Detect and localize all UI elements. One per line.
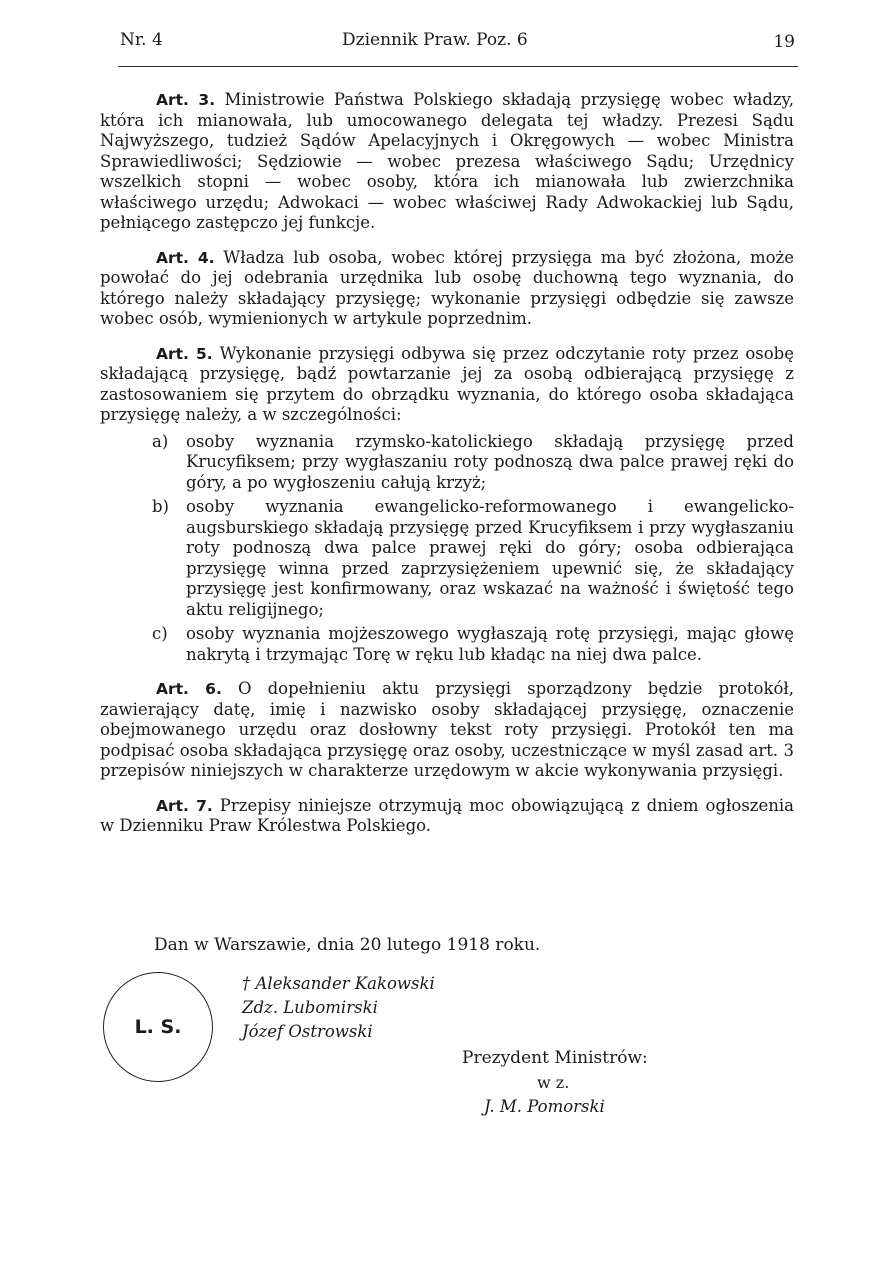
official-seal bbox=[103, 972, 213, 1082]
on-behalf-of: w z. bbox=[537, 1073, 570, 1092]
article-label: Art. 3. bbox=[156, 91, 216, 109]
list-item-text: osoby wyznania mojżeszowego wygłaszają rotę przysięgi, mając głowę nakrytą i trzymając Torę w ręku lub kładąc na niej dwa palce. bbox=[186, 624, 794, 664]
president-signatory: J. M. Pomorski bbox=[484, 1097, 605, 1116]
list-marker: a) bbox=[152, 431, 169, 451]
article-text: Ministrowie Państwa Polskiego składają przysięgę wobec władzy, która ich mianowała, lub umocowanego delegata tej władzy. Prezesi Sądu Najwyższego, tudzież Sądów Apelacyjnych i Okręgowych — wobec Ministra Sprawiedliwości; Sędziowie — wobec prezesa właściwego Sądu; Urzędnicy wszelkich stopni — wobec osoby, która ich mianowała lub zwierzchnika właściwego urzędu; Adwokaci — wobec właściwej Rady Adwokackiej lub Sądu, pełniącego zastępczo jej funkcje. bbox=[100, 90, 794, 232]
list-item bbox=[100, 624, 794, 665]
page-number: 19 bbox=[773, 32, 795, 52]
issue-number: Nr. 4 bbox=[120, 30, 163, 50]
page-header bbox=[120, 30, 795, 58]
journal-title: Dziennik Praw. Poz. 6 bbox=[342, 30, 528, 50]
document-body bbox=[100, 90, 794, 851]
article-5 bbox=[100, 344, 794, 426]
seal-text: L. S. bbox=[134, 1016, 182, 1038]
article-label: Art. 5. bbox=[156, 344, 213, 363]
header-divider bbox=[118, 66, 798, 67]
article-5-list bbox=[100, 432, 794, 666]
article-7 bbox=[100, 796, 794, 837]
article-text: Przepisy niniejsze otrzymują moc obowiązującą z dniem ogłoszenia w Dzienniku Praw Królestwa Polskiego. bbox=[100, 795, 794, 835]
president-title: Prezydent Ministrów: bbox=[462, 1048, 648, 1068]
list-item-text: osoby wyznania rzymsko-katolickiego składają przysięgę przed Krucyfiksem; przy wygłaszaniu roty podnoszą dwa palce prawej ręki do góry, a po wygłoszeniu całują krzyż; bbox=[186, 431, 794, 492]
signatory-name: Józef Ostrowski bbox=[242, 1022, 373, 1041]
article-text: Władza lub osoba, wobec której przysięga ma być złożona, może powołać do jej odebrania urzędnika lub osobę duchowną tego wyznania, do którego należy składający przysięgę; wykonanie przysięgi odbędzie się zawsze wobec osób, wymienionych w artykule poprzednim. bbox=[100, 247, 794, 328]
article-text: O dopełnieniu aktu przysięgi sporządzony będzie protokół, zawierający datę, imię i nazwisko osoby składającej przysięgę, oznaczenie obejmowanego urzędu oraz dosłowny tekst roty przysięgi. Protokół ten ma podpisać osoba składająca przysięgę oraz osoby, uczestniczące w myśl zasad art. 3 przepisów niniejszych w charakterze urzędowym w akcie wykonywania przysięgi. bbox=[100, 679, 794, 780]
dated-line: Dan w Warszawie, dnia 20 lutego 1918 roku. bbox=[154, 935, 541, 955]
list-marker: c) bbox=[152, 624, 168, 643]
signatories bbox=[242, 972, 435, 1044]
list-item bbox=[100, 432, 794, 494]
article-text: Wykonanie przysięgi odbywa się przez odczytanie roty przez osobę składającą przysięgę, bądź powtarzanie jej za osobą odbierającą przysięgę z zastosowaniem się przytem do obrządku wyznania, do którego osoba składająca przysięgę należy, a w szczególności: bbox=[100, 343, 794, 424]
list-item-text: osoby wyznania ewangelicko-reformowanego i ewangelicko-augsburskiego składają przysięgę przed Krucyfiksem i przy wygłaszaniu roty podnoszą dwa palce prawej ręki do góry; osoba odbierająca przysięgę winna przed zaprzysiężeniem upewnić się, że składający przysięgę jest konfirmowany, oraz wskazać na ważność i świętość tego aktu religijnego; bbox=[186, 497, 794, 619]
list-marker: b) bbox=[152, 497, 169, 516]
article-label: Art. 7. bbox=[156, 796, 213, 815]
article-label: Art. 6. bbox=[156, 680, 222, 698]
signatory-name: † Aleksander Kakowski bbox=[242, 974, 435, 993]
article-3 bbox=[100, 90, 794, 234]
article-label: Art. 4. bbox=[156, 248, 215, 267]
article-6 bbox=[100, 679, 794, 782]
article-4 bbox=[100, 248, 794, 330]
list-item bbox=[100, 497, 794, 620]
signatory-name: Zdz. Lubomirski bbox=[242, 998, 378, 1017]
